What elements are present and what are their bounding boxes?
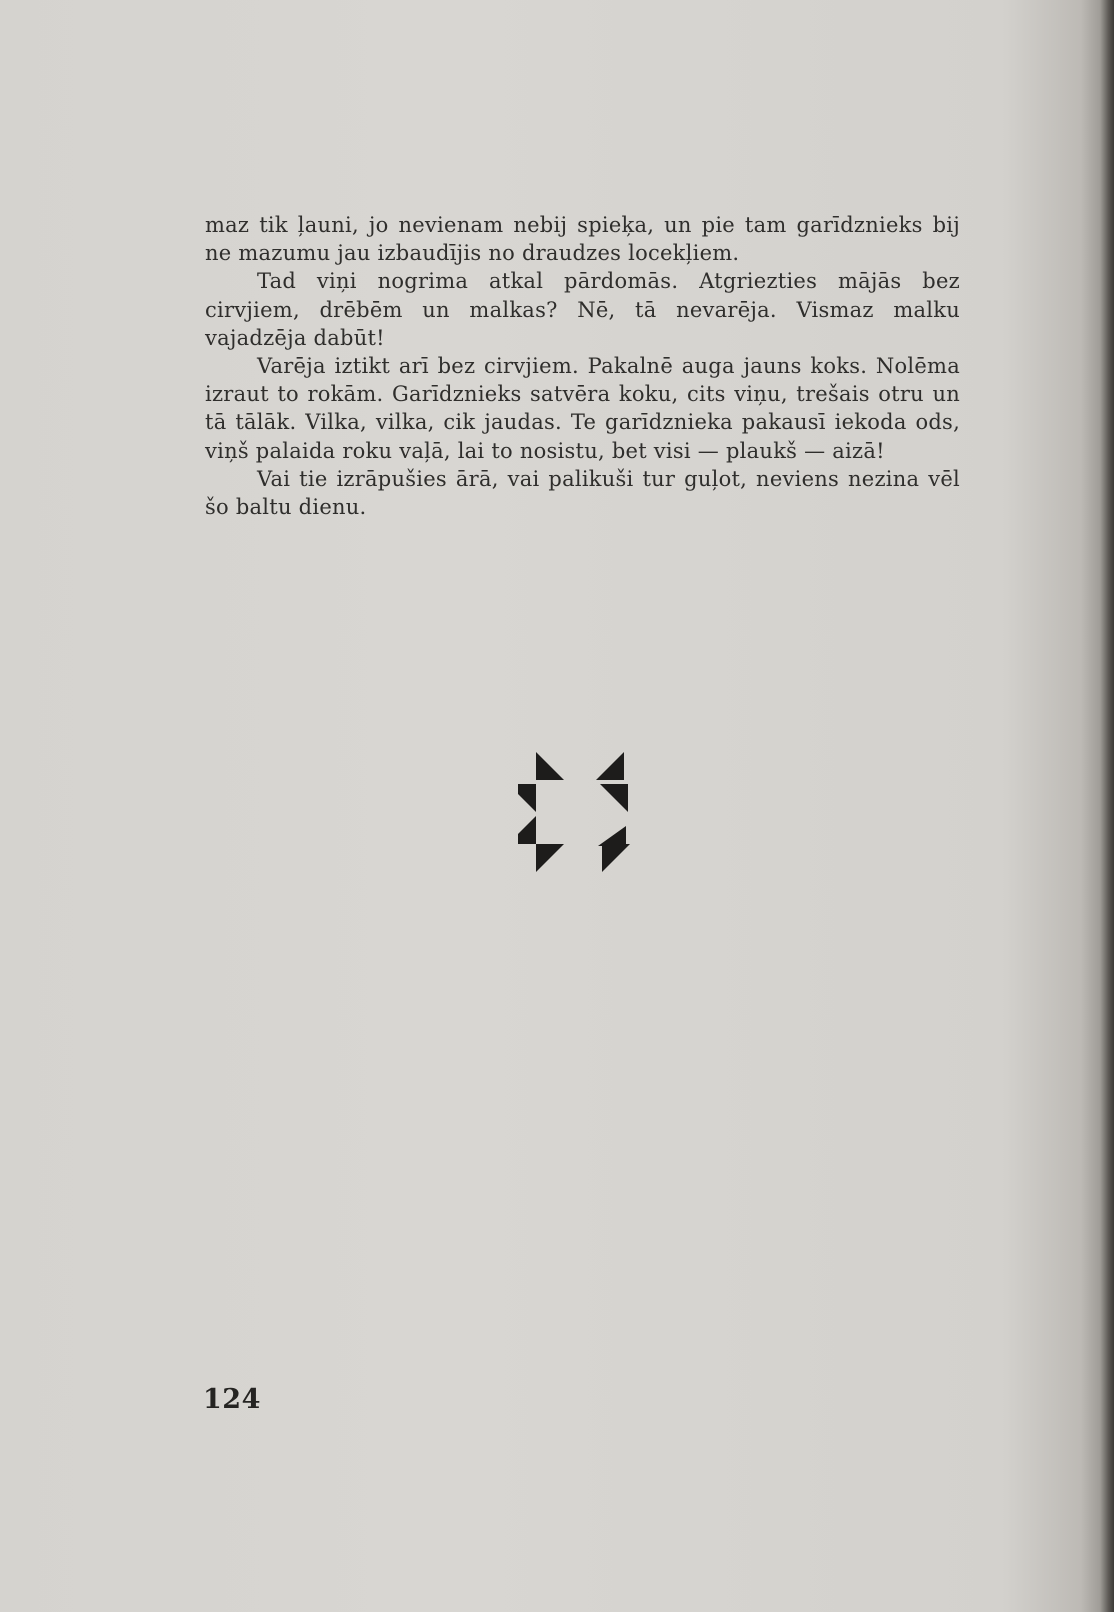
page-number: 124 — [203, 1384, 261, 1415]
paragraph-2: Tad viņi nogrima atkal pārdomās. Atgriezties mājās bez cirvjiem, drēbēm un malkas? Nē, tā nevarēja. Vismaz malku vajadzēja dabūt! — [205, 269, 960, 350]
paragraph-3: Varēja iztikt arī bez cirvjiem. Pakalnē auga jauns koks. Nolēma izraut to rokām. Garīdznieks satvēra koku, cits viņu, trešais otru un tā tālāk. Vilka, vilka, cik jaudas. Te garīdznieka pakausī iekoda ods, viņš palaida roku vaļā, lai to nosistu, bet visi — plaukš — aizā! — [205, 354, 960, 463]
paragraph-4: Vai tie izrāpušies ārā, vai palikuši tur guļot, neviens nezina vēl šo baltu dienu. — [205, 466, 960, 520]
star-ornament-icon — [518, 752, 642, 876]
paragraph-1: maz tik ļauni, jo nevienam nebij spieķa, un pie tam garīdznieks bij ne mazumu jau izbaudījis no draudzes locekļiem. — [205, 213, 960, 266]
page-edge-shadow — [1100, 0, 1114, 1612]
body-text — [205, 211, 960, 521]
ornament-triangles — [518, 752, 630, 872]
